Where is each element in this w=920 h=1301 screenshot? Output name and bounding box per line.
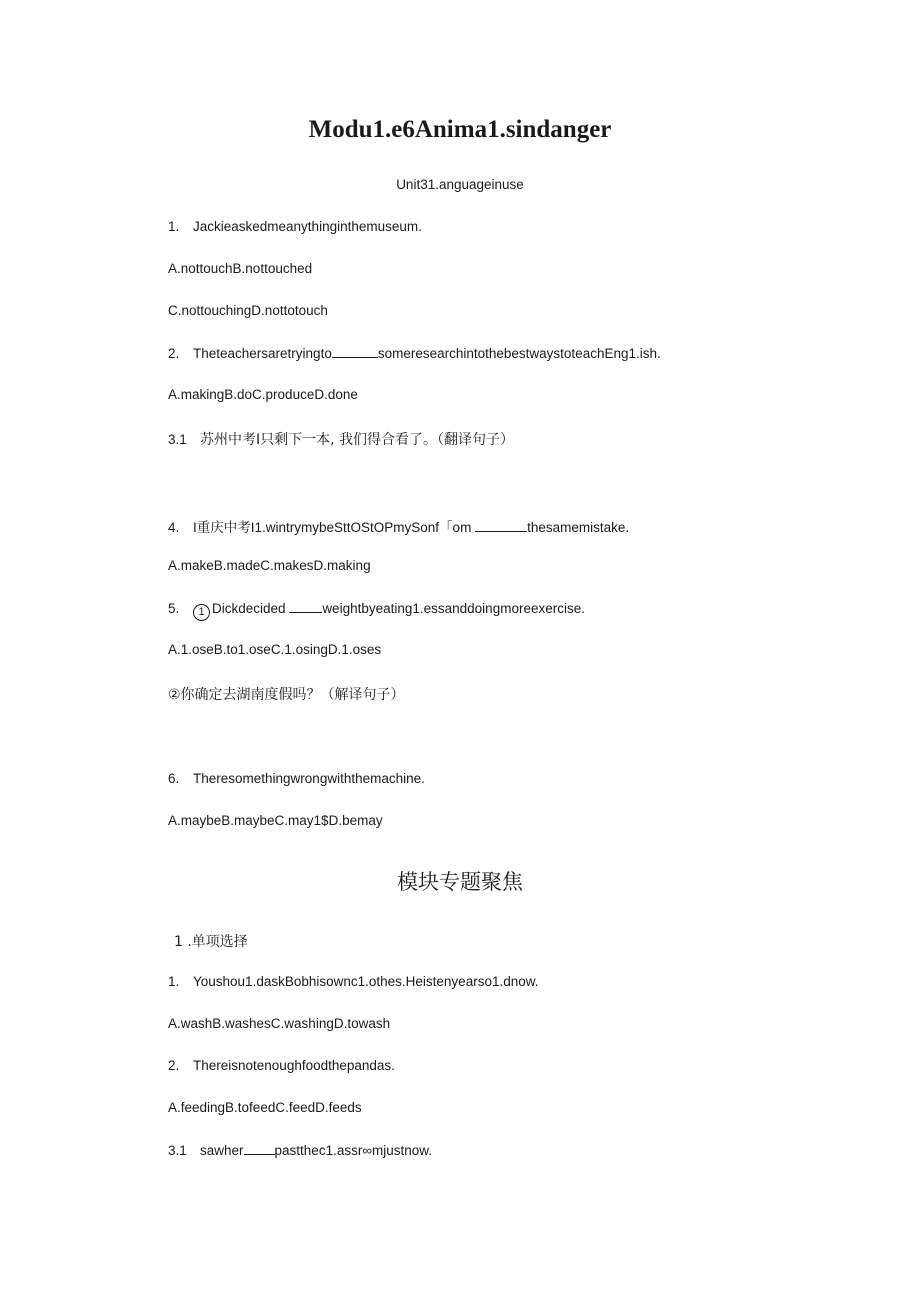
question-text-after: pastthec1.assr∞mjustnow. xyxy=(274,1143,432,1158)
question-6-options: A.maybeB.maybeC.may1$D.bemay xyxy=(168,813,383,828)
question-6 xyxy=(168,771,425,786)
question-4-options: A.makeB.madeC.makesD.making xyxy=(168,558,371,573)
practice-question-3 xyxy=(168,1142,432,1158)
practice-question-1-options: A.washB.washesC.washingD.towash xyxy=(168,1016,391,1031)
question-number: 1. xyxy=(168,974,180,989)
practice-question-1 xyxy=(168,974,539,989)
practice-question-2 xyxy=(168,1058,395,1073)
question-number: 3.1 xyxy=(168,432,187,447)
question-text-before: Theteachersaretryingto xyxy=(193,346,332,361)
question-5 xyxy=(168,600,585,621)
question-text: Youshou1.daskBobhisownc1.othes.Heistenyearso1.dnow. xyxy=(193,974,539,989)
question-number: 1. xyxy=(168,219,180,234)
question-number: 2. xyxy=(168,1058,180,1073)
question-text: Jackieaskedmeanythinginthemuseum. xyxy=(193,219,422,234)
question-number: 5. xyxy=(168,601,180,616)
question-1-options-b: C.nottouchingD.nottotouch xyxy=(168,303,328,318)
answer-blank xyxy=(332,345,378,358)
question-5-translation: ②你确定去湖南度假吗？（解译句子） xyxy=(168,687,405,703)
answer-blank xyxy=(244,1142,275,1155)
question-1 xyxy=(168,219,422,234)
section-title: 模块专题聚焦 xyxy=(397,870,523,894)
question-text-after: weightbyeating1.essanddoingmoreexercise. xyxy=(322,601,585,616)
question-2-options: A.makingB.doC.produceD.done xyxy=(168,387,358,402)
answer-blank xyxy=(289,600,322,613)
question-text-after: someresearchintothebestwaystoteachEng1.ish. xyxy=(377,346,661,361)
part-label: 1 .单项选择 xyxy=(174,934,248,950)
question-text-before: Dickdecided xyxy=(212,601,286,616)
question-text-before: sawher xyxy=(200,1143,244,1158)
answer-blank xyxy=(475,519,527,532)
question-text: 苏州中考I只剩下一本, 我们得合看了。（翻译句子） xyxy=(200,432,515,448)
question-2 xyxy=(168,345,661,361)
question-1-options-a: A.nottouchB.nottouched xyxy=(168,261,313,276)
question-number: 3.1 xyxy=(168,1143,187,1158)
practice-question-2-options: A.feedingB.tofeedC.feedD.feeds xyxy=(168,1100,362,1115)
question-5-options: A.1.oseB.to1.oseC.1.osingD.1.oses xyxy=(168,642,382,657)
question-3 xyxy=(168,429,514,449)
question-text: Theresomethingwrongwiththemachine. xyxy=(193,771,425,786)
circled-marker: 1 xyxy=(193,604,210,621)
unit-subtitle: Unit31.anguageinuse xyxy=(396,177,524,192)
page-title: Modu1.e6Anima1.sindanger xyxy=(308,116,612,143)
question-number: 4. xyxy=(168,520,180,535)
question-number: 6. xyxy=(168,771,180,786)
question-4 xyxy=(168,516,629,536)
question-text-before: I重庆中考I1.wintrymybeSttOStOPmySonf「om xyxy=(193,520,472,535)
question-number: 2. xyxy=(168,346,180,361)
question-text: Thereisnotenoughfoodthepandas. xyxy=(193,1058,395,1073)
question-text-after: thesamemistake. xyxy=(527,520,630,535)
